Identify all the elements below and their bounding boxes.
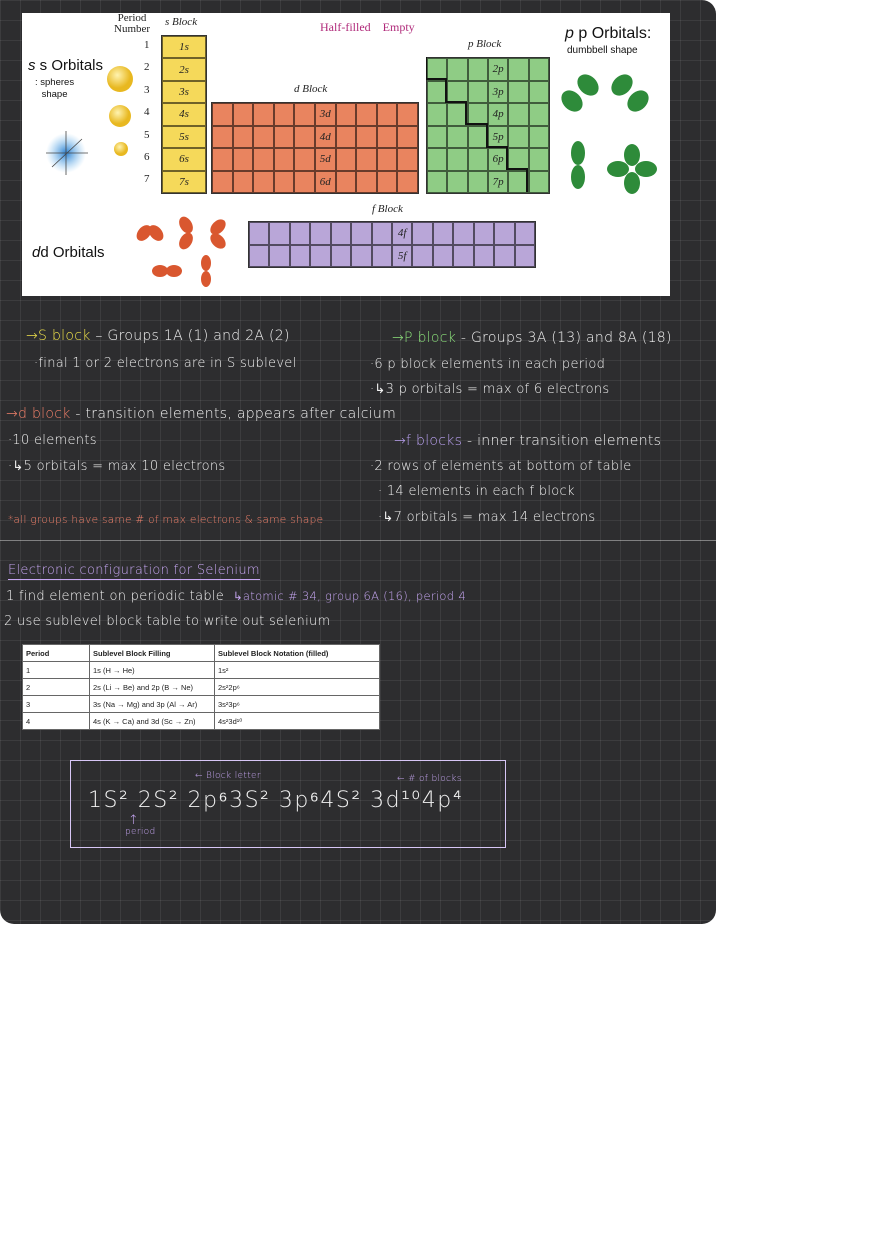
- block-cell-label: 4s: [179, 108, 189, 121]
- period-number: 3: [144, 83, 150, 96]
- block-cell-label: 2s: [179, 63, 189, 76]
- table-cell: 1s²: [215, 662, 380, 679]
- f-block-line3: ·↳7 orbitals = max 14 electrons: [378, 510, 596, 525]
- block-cell: [433, 245, 453, 268]
- annotation-block-count: ← # of blocks: [397, 774, 462, 784]
- table-cell: 3: [23, 696, 90, 713]
- block-cell-label: 7s: [179, 175, 189, 188]
- period-number: 6: [144, 151, 150, 163]
- period-number: 5: [144, 128, 150, 141]
- table-cell: 3s (Na → Mg) and 3p (Al → Ar): [90, 696, 215, 713]
- block-cell: [377, 126, 398, 149]
- block-cell: [290, 222, 310, 245]
- block-cell: [515, 245, 535, 268]
- block-cell: [315, 148, 336, 171]
- block-cell: [249, 245, 269, 268]
- block-cell: [294, 103, 315, 126]
- period-number: 2: [144, 61, 150, 74]
- block-cell: [162, 36, 206, 58]
- metalloid-staircase: [426, 57, 548, 192]
- block-cell-label: 3p: [492, 85, 504, 98]
- block-cell: [336, 126, 357, 149]
- block-cell-label: 5d: [319, 153, 331, 166]
- f-block-line1: ·2 rows of elements at bottom of table: [370, 459, 632, 474]
- block-cell: [294, 148, 315, 171]
- table-cell: 4s²3d¹⁰: [215, 713, 380, 730]
- block-cell-label: 4f: [397, 227, 407, 240]
- block-cell: [397, 126, 418, 149]
- legend: [320, 20, 415, 35]
- table-cell: 2s (Li → Be) and 2p (B → Ne): [90, 679, 215, 696]
- block-cell: [253, 103, 274, 126]
- period-number: 7: [144, 173, 150, 186]
- table-row: [23, 713, 380, 730]
- table-cell: 4: [23, 713, 90, 730]
- block-cell-label: 4d: [319, 130, 331, 143]
- table-header: Sublevel Block Notation (filled): [215, 645, 380, 662]
- block-cell: [392, 222, 412, 245]
- formula-box: [70, 760, 506, 848]
- block-cell-label: 5f: [397, 249, 407, 262]
- table-row: [23, 679, 380, 696]
- block-cell: [294, 171, 315, 194]
- block-cell: [397, 103, 418, 126]
- block-cell: [433, 222, 453, 245]
- footnote: *all groups have same # of max electrons & same shape: [8, 514, 324, 526]
- block-cell: [356, 103, 377, 126]
- block-cell: [253, 171, 274, 194]
- selenium-configuration: 1S² 2S² 2p⁶3S² 3p⁶4S² 3d¹⁰4p⁴: [88, 788, 464, 813]
- block-cell: [253, 148, 274, 171]
- block-cell: [356, 148, 377, 171]
- block-cell-label: 6p: [492, 153, 504, 166]
- block-cell: [212, 103, 233, 126]
- block-cell: [336, 148, 357, 171]
- block-cell: [315, 171, 336, 194]
- block-cell: [310, 222, 330, 245]
- block-cell: [269, 245, 289, 268]
- block-cell: [412, 222, 432, 245]
- table-header-row: [23, 645, 380, 662]
- block-cell: [162, 81, 206, 103]
- s-block-title: s Block: [165, 16, 198, 28]
- block-cell: [453, 222, 473, 245]
- table-header: Sublevel Block Filling: [90, 645, 215, 662]
- section-divider: [0, 540, 716, 541]
- block-cell: [162, 126, 206, 148]
- block-cell-label: 4p: [492, 108, 504, 121]
- config-heading: Electronic configuration for Selenium: [8, 563, 260, 578]
- block-cell-label: 1s: [179, 41, 189, 54]
- legend-half-filled: Half-filled: [320, 20, 371, 34]
- block-cell: [474, 222, 494, 245]
- legend-empty: Empty: [382, 20, 415, 34]
- table-cell: 1s (H → He): [90, 662, 215, 679]
- block-cell: [162, 171, 206, 193]
- period-number: 1: [144, 39, 150, 51]
- periodic-blocks-figure: [22, 13, 670, 296]
- table-cell: 4s (K → Ca) and 3d (Sc → Zn): [90, 713, 215, 730]
- arrow-up-icon: ↑: [128, 813, 140, 828]
- block-cell-label: 6d: [319, 175, 331, 188]
- p-orbital-dumbbell-icon: [556, 63, 666, 203]
- annotation-period: period: [125, 827, 156, 837]
- block-cell: [453, 245, 473, 268]
- block-cell-label: 7p: [492, 175, 504, 188]
- config-step1-note: ↳atomic # 34, group 6A (16), period 4: [232, 589, 466, 603]
- config-step2: 2 use sublevel block table to write out selenium: [4, 614, 331, 629]
- block-cell: [372, 222, 392, 245]
- block-cell: [494, 245, 514, 268]
- d-orbital-cloverleaf-icon: [130, 213, 240, 293]
- period-number: 4: [144, 106, 150, 119]
- s-block-line1: ·final 1 or 2 electrons are in S sublevel: [34, 356, 297, 371]
- block-cell: [253, 126, 274, 149]
- f-block-line2: · 14 elements in each f block: [378, 484, 575, 499]
- p-orbitals-subtitle: dumbbell shape: [567, 45, 638, 56]
- annotation-block-letter: ← Block letter: [195, 771, 261, 781]
- table-header: Period: [23, 645, 90, 662]
- block-cell: [336, 171, 357, 194]
- table-cell: 1: [23, 662, 90, 679]
- f-block-note: →f blocks - inner transition elements: [394, 433, 662, 449]
- block-cell: [269, 222, 289, 245]
- table-row: [23, 696, 380, 713]
- s-orbitals-subtitle: : spheres shape: [35, 77, 75, 100]
- block-cell: [274, 148, 295, 171]
- block-cell: [356, 171, 377, 194]
- block-cell: [412, 245, 432, 268]
- block-cell: [331, 245, 351, 268]
- block-cell: [162, 103, 206, 125]
- p-block-line1: ·6 p block elements in each period: [370, 357, 606, 372]
- block-cell: [310, 245, 330, 268]
- block-cell: [233, 171, 254, 194]
- p-block-title: p Block: [468, 38, 502, 50]
- p-block-line2: ·↳3 p orbitals = max of 6 electrons: [370, 382, 610, 397]
- block-cell: [274, 126, 295, 149]
- block-cell-label: 3s: [179, 86, 189, 99]
- period-number-header: Period Number: [114, 12, 151, 35]
- block-cell: [294, 126, 315, 149]
- block-cell: [397, 148, 418, 171]
- s-block-grid: [161, 35, 207, 194]
- d-block-line2: ·↳5 orbitals = max 10 electrons: [8, 459, 226, 474]
- block-cell: [274, 103, 295, 126]
- block-cell: [162, 58, 206, 80]
- d-orbitals-title: dd Orbitals: [32, 244, 105, 261]
- block-cell: [356, 126, 377, 149]
- block-cell: [351, 222, 371, 245]
- block-cell: [315, 103, 336, 126]
- block-cell: [336, 103, 357, 126]
- block-cell: [249, 222, 269, 245]
- d-block-grid: [211, 102, 419, 194]
- d-block-note: →d block - transition elements, appears after calcium: [6, 406, 397, 422]
- block-cell-label: 2p: [492, 63, 504, 76]
- block-cell: [377, 171, 398, 194]
- block-cell: [392, 245, 412, 268]
- block-cell: [290, 245, 310, 268]
- table-cell: 2s²2p⁶: [215, 679, 380, 696]
- block-cell: [351, 245, 371, 268]
- block-cell: [233, 126, 254, 149]
- block-cell: [315, 126, 336, 149]
- p-orbitals-title: p p Orbitals:: [565, 25, 652, 42]
- f-block-grid: [248, 221, 536, 268]
- table-row: [23, 662, 380, 679]
- s-orbitals-title: s s Orbitals: [28, 57, 104, 74]
- table-cell: 2: [23, 679, 90, 696]
- block-cell: [212, 148, 233, 171]
- block-cell: [372, 245, 392, 268]
- table-cell: 3s²3p⁶: [215, 696, 380, 713]
- block-cell: [162, 148, 206, 170]
- block-cell: [474, 245, 494, 268]
- block-cell-label: 5s: [179, 130, 189, 143]
- block-cell: [515, 222, 535, 245]
- s-block-note: →S block – Groups 1A (1) and 2A (2): [26, 328, 290, 344]
- block-cell-label: 5p: [492, 130, 504, 143]
- block-cell: [212, 171, 233, 194]
- d-block-title: d Block: [294, 83, 328, 95]
- block-cell: [212, 126, 233, 149]
- block-cell: [331, 222, 351, 245]
- p-block-note: →P block - Groups 3A (13) and 8A (18): [392, 330, 672, 346]
- block-cell: [377, 148, 398, 171]
- block-cell: [397, 171, 418, 194]
- f-block-title: f Block: [372, 203, 403, 215]
- block-cell: [494, 222, 514, 245]
- s-orbital-sphere-icon: [38, 61, 148, 191]
- block-cell-label: 3d: [319, 108, 331, 121]
- block-cell: [233, 103, 254, 126]
- block-cell-label: 6s: [179, 153, 189, 166]
- block-cell: [233, 148, 254, 171]
- block-cell: [274, 171, 295, 194]
- block-cell: [377, 103, 398, 126]
- config-step1: 1 find element on periodic table ↳atomic # 34, group 6A (16), period 4: [6, 589, 466, 604]
- d-block-line1: ·10 elements: [8, 433, 97, 448]
- sublevel-table: [22, 644, 380, 730]
